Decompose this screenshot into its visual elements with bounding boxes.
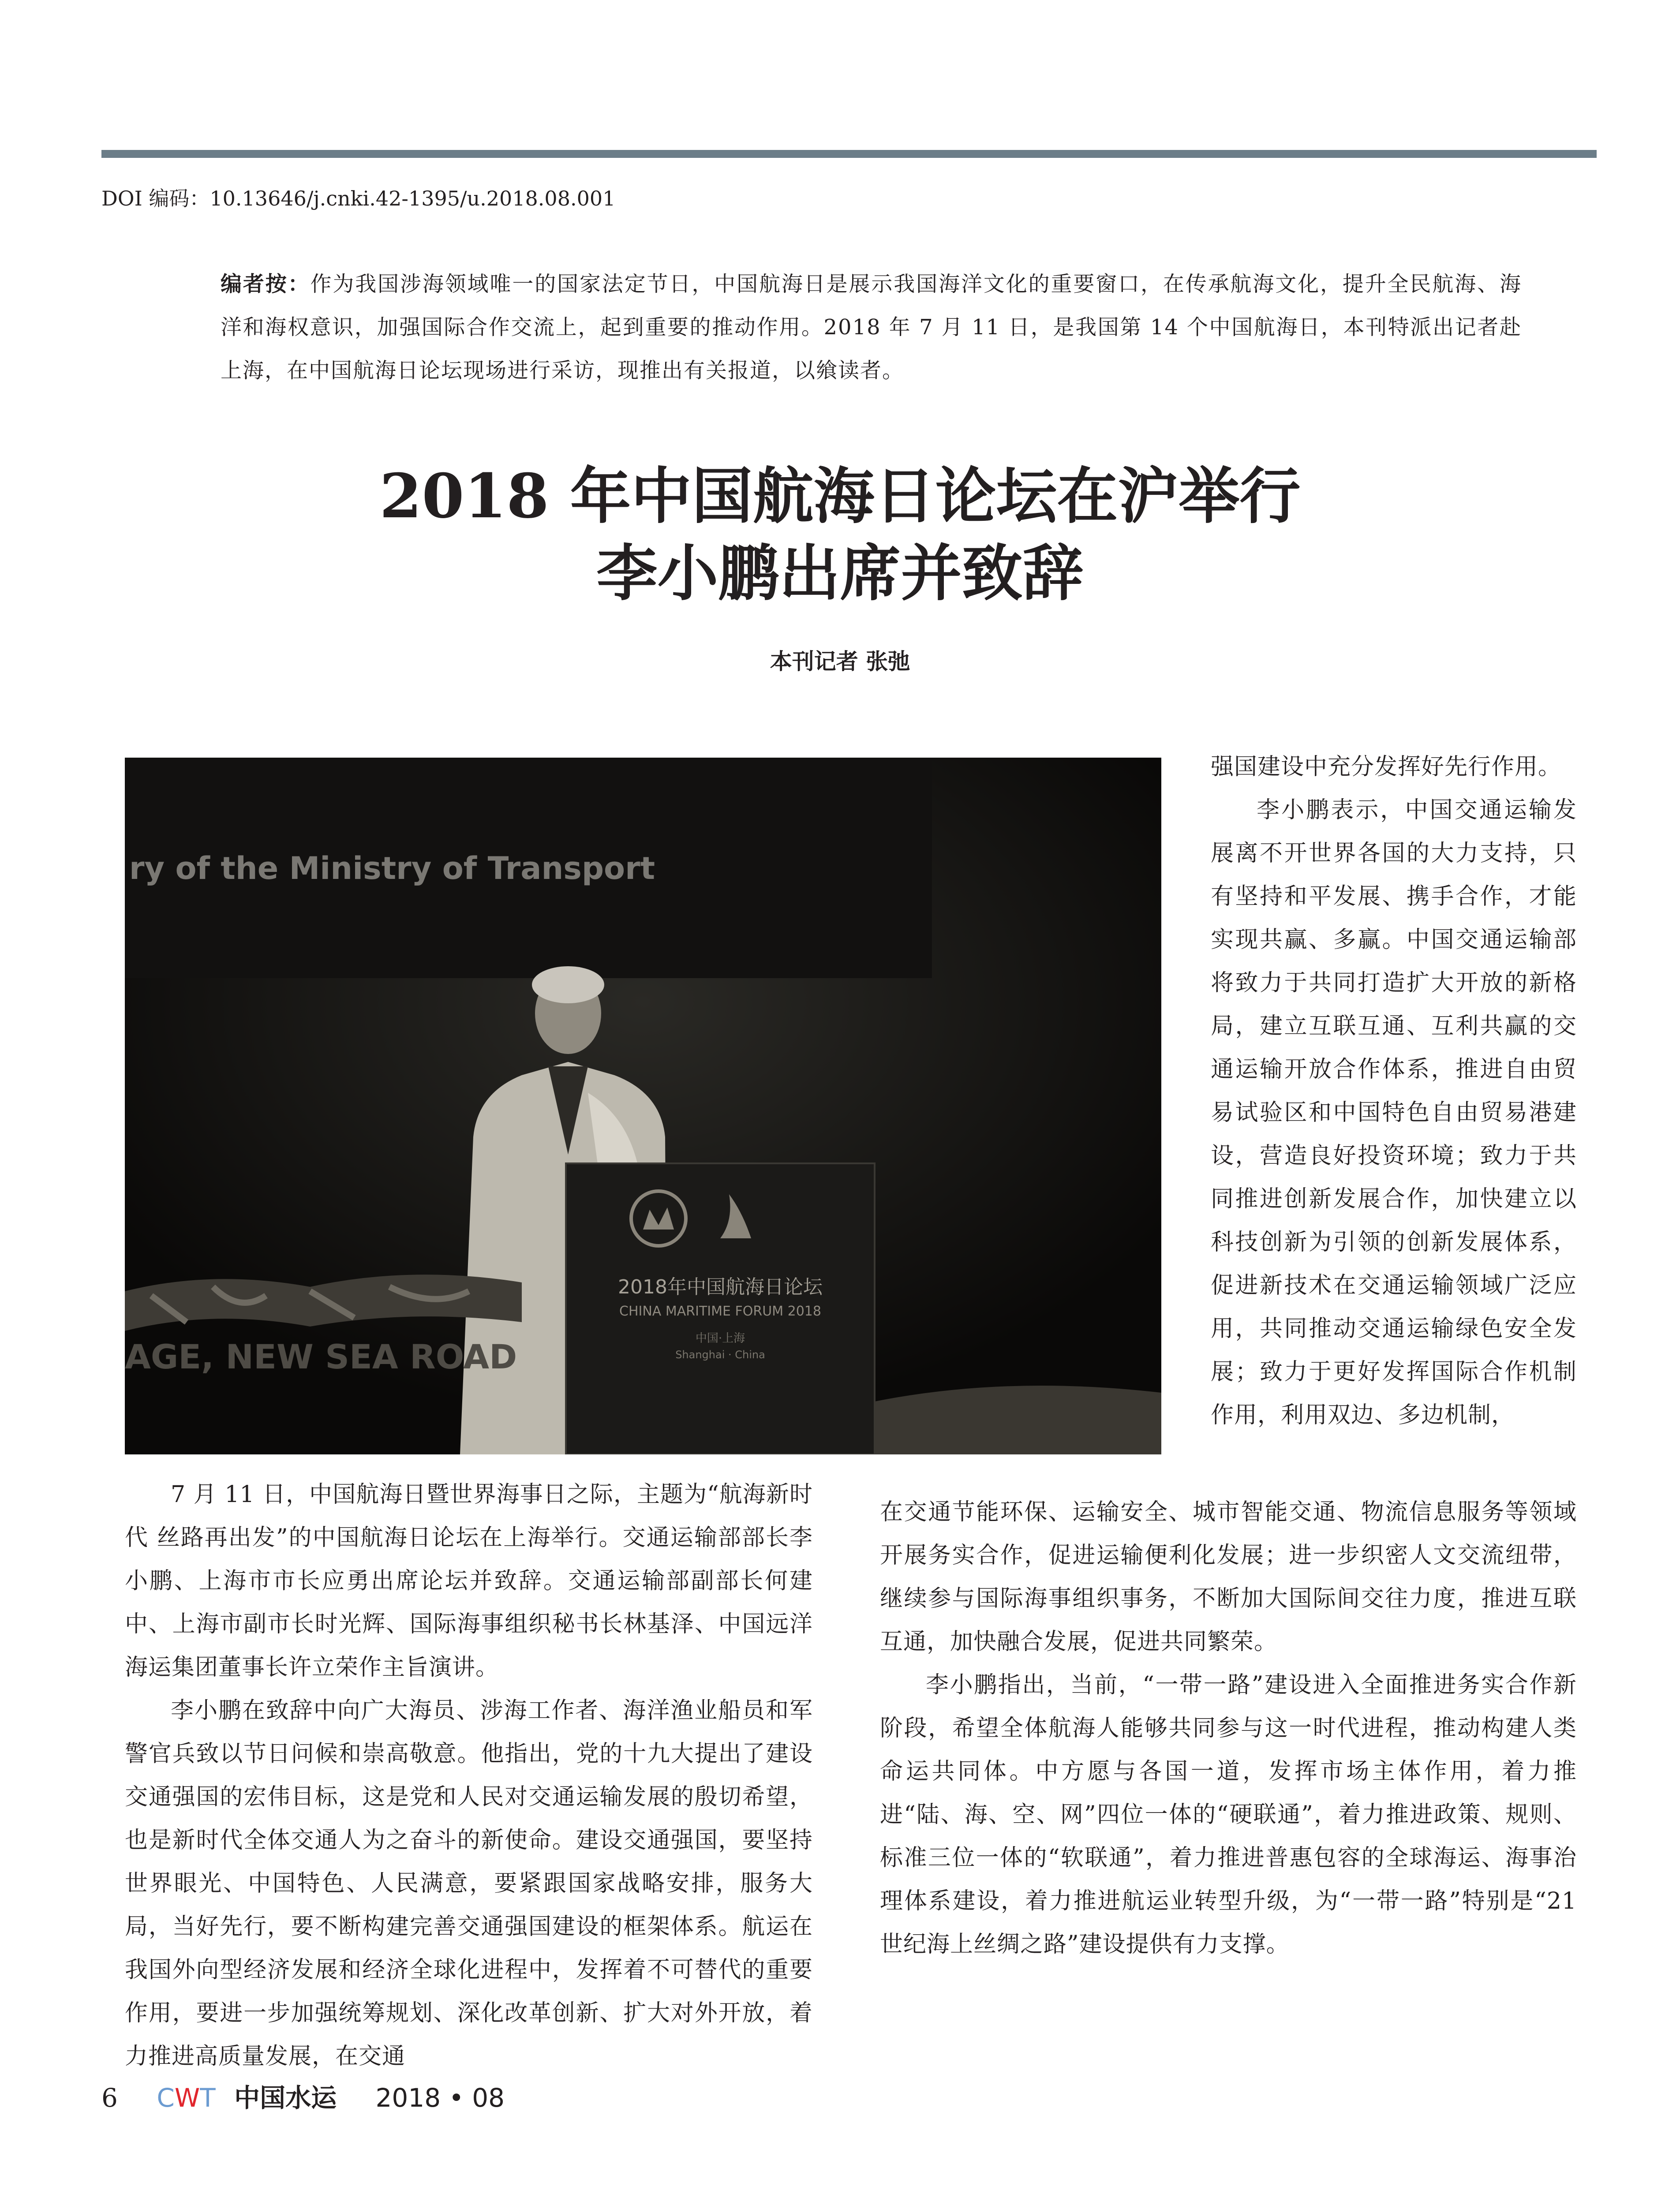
paragraph: 李小鹏表示，中国交通运输发展离不开世界各国的大力支持，只有坚持和平发展、携手合作，才能实现共赢、多赢。中国交通运输部将致力于共同打造扩大开放的新格局，建立互联互通、互利共赢的交通运输开放合作体系，推进自由贸易试验区和中国特色自由贸易港建设，营造良好投资环境；致力于共同推进创新发展合作，加快建立以科技创新为引领的创新发展体系，促进新技术在交通运输领域广泛应用，共同推动交通运输绿色安全发展；致力于更好发挥国际合作机制作用，利用双边、多边机制， <box>1211 797 1577 1428</box>
backdrop-slogan: AGE, NEW SEA ROAD <box>125 1337 517 1376</box>
paragraph: 李小鹏在致辞中向广大海员、涉海工作者、海洋渔业船员和军警官兵致以节日问候和崇高敬意。他指出，党的十九大提出了建设交通强国的宏伟目标，这是党和人民对交通运输发展的殷切希望，也是新时代全体交通人为之奋斗的新使命。建设交通强国，要坚持世界眼光、中国特色、人民满意，要紧跟国家战略安排，服务大局，当好先行，要不断构建完善交通强国建设的框架体系。航运在我国外向型经济发展和经济全球化进程中，发挥着不可替代的重要作用，要进一步加强统筹规划、深化改革创新、扩大对外开放，着力推进高质量发展，在交通 <box>125 1697 813 2070</box>
byline: 本刊记者 张弛 <box>770 649 910 674</box>
logo-letter-w: W <box>174 2083 200 2113</box>
podium-city-cn: 中国·上海 <box>695 1332 745 1345</box>
editor-note-text: 作为我国涉海领域唯一的国家法定节日，中国航海日是展示我国海洋文化的重要窗口，在传承航海文化，提升全民航海、海洋和海权意识，加强国际合作交流上，起到重要的推动作用。2018 年 7 月 11 日，是我国第 14 个中国航海日，本刊特派出记者赴上海，在中国航海日论坛现场进行采访，现推出有关报道，以飨读者。 <box>221 272 1522 383</box>
article-title-line2: 李小鹏出席并致辞 <box>596 537 1084 609</box>
podium-title-en: CHINA MARITIME FORUM 2018 <box>619 1304 821 1319</box>
right-column-bottom <box>880 1491 1577 1966</box>
page-footer <box>101 2082 505 2113</box>
banner-text: ry of the Ministry of Transport <box>129 850 655 886</box>
podium-title-cn: 2018年中国航海日论坛 <box>618 1276 823 1298</box>
cwt-logo <box>157 2083 215 2113</box>
paragraph: 7 月 11 日，中国航海日暨世界海事日之际，主题为“航海新时代 丝路再出发”的中国航海日论坛在上海举行。交通运输部部长李小鹏、上海市市长应勇出席论坛并致辞。交通运输部副部长何建中、上海市副市长时光辉、国际海事组织秘书长林基泽、中国远洋海运集团董事长许立荣作主旨演讲。 <box>125 1481 813 1681</box>
editor-note-label: 编者按： <box>221 272 311 296</box>
right-column-top <box>1211 745 1577 1437</box>
page-number: 6 <box>101 2083 118 2113</box>
article-photo <box>125 758 1161 1454</box>
podium-city-en: Shanghai · China <box>675 1349 765 1361</box>
issue-number: 2018 • 08 <box>375 2083 505 2113</box>
article-title-line1: 2018 年中国航海日论坛在沪举行 <box>379 460 1301 532</box>
paragraph: 强国建设中充分发挥好先行作用。 <box>1211 754 1562 780</box>
logo-letter-t: T <box>200 2083 216 2113</box>
left-column <box>125 1473 813 2078</box>
editor-note <box>221 262 1522 392</box>
logo-letter-c: C <box>157 2083 175 2113</box>
paragraph: 李小鹏指出，当前，“一带一路”建设进入全面推进务实合作新阶段，希望全体航海人能够共同参与这一时代进程，推动构建人类命运共同体。中方愿与各国一道，发挥市场主体作用，着力推进“陆、海、空、网”四位一体的“硬联通”，着力推进政策、规则、标准三位一体的“软联通”，着力推进普惠包容的全球海运、海事治理体系建设，着力推进航运业转型升级，为“一带一路”特别是“21 世纪海上丝绸之路”建设提供有力支撑。 <box>880 1672 1577 1958</box>
paragraph: 在交通节能环保、运输安全、城市智能交通、物流信息服务等领域开展务实合作，促进运输便利化发展；进一步织密人文交流纽带，继续参与国际海事组织事务，不断加大国际间交往力度，推进互联互通，加快融合发展，促进共同繁荣。 <box>880 1499 1577 1655</box>
header-rule <box>101 150 1597 158</box>
doi-line: DOI 编码：10.13646/j.cnki.42-1395/u.2018.08.001 <box>101 187 616 210</box>
stage-floor <box>875 1386 1161 1454</box>
podium <box>566 1163 875 1454</box>
magazine-name: 中国水运 <box>234 2083 337 2113</box>
